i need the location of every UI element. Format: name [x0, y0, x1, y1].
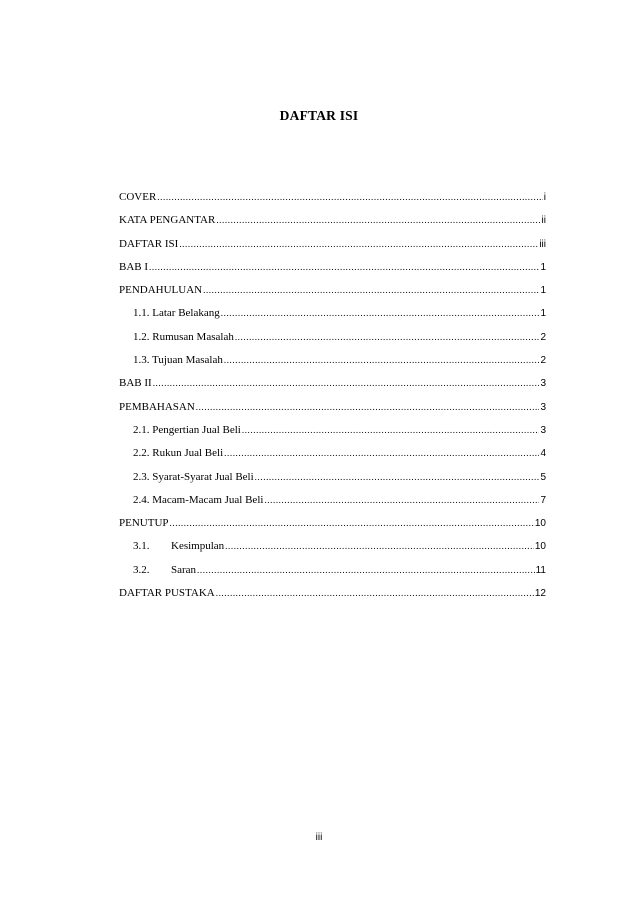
toc-entry: [119, 214, 546, 237]
toc-entry-page: 7: [540, 494, 546, 506]
toc-entry-page: 4: [540, 448, 546, 460]
toc-entry: [119, 494, 546, 517]
toc-entry-label: 1.2. Rumusan Masalah: [133, 330, 234, 343]
toc-entry-number: 3.2.: [133, 563, 150, 576]
toc-entry: [119, 471, 546, 494]
toc-dot-leader: [157, 192, 542, 202]
page-number: iii: [315, 832, 323, 843]
toc-entry-page: 1: [540, 285, 546, 297]
toc-entry-label: KATA PENGANTAR: [119, 214, 216, 227]
toc-entry-label: DAFTAR ISI: [119, 237, 179, 250]
toc-dot-leader: [149, 262, 539, 272]
toc-entry: [119, 447, 546, 470]
toc-entry-page: ii: [541, 215, 546, 227]
toc-entry-label: 2.1. Pengertian Jual Beli: [133, 423, 241, 436]
toc-dot-leader: [235, 332, 540, 342]
toc-entry-label: PENUTUP: [119, 517, 169, 530]
toc-entry-page: 10: [534, 541, 546, 553]
toc-entry-page: 12: [534, 588, 546, 600]
toc-entry-label: PEMBAHASAN: [119, 400, 195, 413]
toc-entry-label: BAB I: [119, 260, 149, 273]
toc-dot-leader: [197, 565, 535, 575]
toc-entry-page: i: [543, 192, 546, 203]
toc-dot-leader: [224, 355, 540, 365]
toc-dot-leader: [225, 541, 534, 551]
toc-dot-leader: [153, 378, 540, 388]
toc-entry-page: 3: [540, 401, 546, 413]
toc-entry: [119, 517, 546, 540]
toc-entry-label: BAB II: [119, 377, 152, 390]
toc-entry-page: 10: [534, 518, 546, 530]
toc-dot-leader: [196, 402, 540, 412]
toc-dot-leader: [170, 518, 534, 528]
toc-entry: [119, 587, 546, 610]
toc-entry-label: 2.4. Macam-Macam Jual Beli: [133, 493, 264, 506]
toc-entry: [119, 424, 546, 447]
toc-entry-page: 1: [540, 261, 546, 273]
toc-entry-label: 1.3. Tujuan Masalah: [133, 354, 223, 367]
toc-entry: [119, 564, 546, 587]
toc-entry-label: PENDAHULUAN: [119, 284, 203, 297]
toc-entry: [119, 261, 546, 284]
toc-entry: [119, 307, 546, 330]
toc-entry: [119, 377, 546, 400]
page-title: DAFTAR ISI: [279, 108, 359, 123]
toc-entry: [119, 284, 546, 307]
toc-entry-page: 1: [540, 308, 546, 320]
toc-entry-page: 11: [535, 564, 546, 576]
toc-entry-label: 2.3. Syarat-Syarat Jual Beli: [133, 470, 254, 483]
toc-entry-label: 1.1. Latar Belakang: [133, 307, 220, 320]
toc-entry: [119, 238, 546, 261]
table-of-contents: [119, 191, 546, 610]
toc-entry-label: Kesimpulan: [171, 540, 225, 553]
toc-dot-leader: [179, 239, 538, 249]
toc-entry-page: 5: [540, 471, 546, 483]
toc-entry: [119, 331, 546, 354]
toc-entry: [119, 191, 546, 214]
toc-entry-label: COVER: [119, 191, 157, 203]
toc-entry-label: 2.2. Rukun Jual Beli: [133, 447, 224, 460]
toc-dot-leader: [221, 308, 540, 318]
toc-entry-page: 3: [540, 378, 546, 390]
toc-dot-leader: [203, 285, 539, 295]
toc-entry-label: DAFTAR PUSTAKA: [119, 587, 215, 600]
toc-dot-leader: [264, 495, 539, 505]
toc-entry-number: 3.1.: [133, 540, 150, 553]
toc-dot-leader: [216, 215, 540, 225]
toc-entry-page: 2: [540, 331, 546, 343]
toc-dot-leader: [224, 448, 539, 458]
toc-entry-page: 3: [540, 424, 546, 436]
toc-entry-label: Saran: [171, 563, 197, 576]
toc-dot-leader: [242, 425, 540, 435]
toc-dot-leader: [255, 472, 540, 482]
toc-entry-page: 2: [540, 355, 546, 367]
toc-entry-page: iii: [539, 238, 546, 250]
toc-dot-leader: [216, 588, 534, 598]
toc-entry: [119, 354, 546, 377]
toc-entry: [119, 540, 546, 563]
toc-entry: [119, 401, 546, 424]
